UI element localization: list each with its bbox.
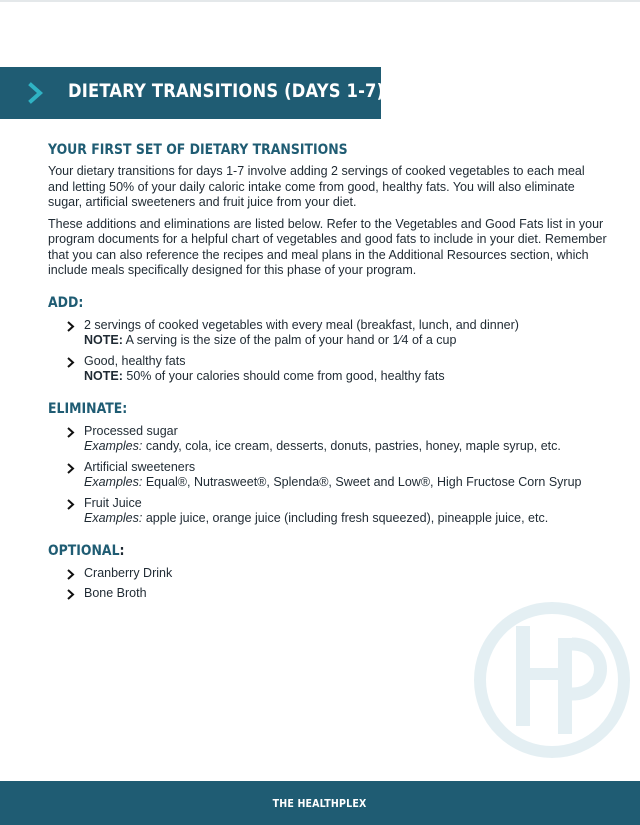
chevron-right-icon	[66, 463, 75, 474]
chevron-right-icon	[66, 427, 75, 438]
item-text: Good, healthy fats	[84, 353, 186, 368]
list-item	[48, 496, 608, 527]
examples-label: Examples:	[84, 511, 143, 525]
item-text: Fruit Juice	[84, 495, 142, 510]
note-text: 50% of your calories should come from good, healthy fats	[122, 369, 445, 383]
intro-heading: YOUR FIRST SET OF DIETARY TRANSITIONS	[48, 142, 348, 158]
item-text: Processed sugar	[84, 423, 178, 438]
add-list	[48, 318, 608, 385]
list-item	[48, 566, 608, 582]
examples-label: Examples:	[84, 439, 143, 453]
note-label: NOTE:	[84, 333, 123, 347]
healthplex-logo-icon	[470, 598, 634, 762]
chevron-right-icon	[66, 321, 75, 332]
footer-bar	[0, 781, 640, 825]
list-item	[48, 424, 608, 455]
chevron-right-icon	[66, 589, 75, 600]
item-text: 2 servings of cooked vegetables with every meal (breakfast, lunch, and dinner)	[84, 317, 519, 332]
eliminate-list	[48, 424, 608, 527]
examples-text: candy, cola, ice cream, desserts, donuts, pastries, honey, maple syrup, etc.	[142, 439, 561, 453]
item-text: Artificial sweeteners	[84, 459, 196, 474]
chevron-right-icon	[66, 499, 75, 510]
chevron-right-icon	[26, 82, 46, 104]
chevron-right-icon	[66, 357, 75, 368]
page-title-banner	[0, 67, 385, 119]
add-heading: ADD:	[48, 294, 84, 311]
examples-label: Examples:	[84, 475, 143, 489]
list-item	[48, 354, 608, 385]
list-item	[48, 460, 608, 491]
examples-text: Equal®, Nutrasweet®, Splenda®, Sweet and Low®, High Fructose Corn Syrup	[142, 475, 582, 489]
main-content	[48, 142, 608, 607]
intro-paragraph-2: These additions and eliminations are listed below. Refer to the Vegetables and Good Fats list in your program documents for a helpful chart of vegetables and good fats to include in your diet. Remember that you can also reference the recipes and meal plans in the Additional Resources section, which include meals specifically designed for this phase of your program.	[48, 216, 607, 277]
note-text: A serving is the size of the palm of your hand or 1⁄4 of a cup	[122, 333, 457, 347]
item-text: Cranberry Drink	[84, 565, 173, 580]
footer-brand: THE HEALTHPLEX	[273, 796, 367, 810]
eliminate-heading: ELIMINATE:	[48, 400, 128, 417]
optional-heading-colon: :	[119, 542, 125, 559]
chevron-right-icon	[66, 569, 75, 580]
optional-list	[48, 566, 608, 602]
intro-paragraph-1: Your dietary transitions for days 1-7 involve adding 2 servings of cooked vegetables to each meal and letting 50% of your daily caloric intake come from good, healthy fats. You will also eliminate sugar, artificial sweeteners and fruit juice from your diet.	[48, 164, 585, 209]
list-item	[48, 318, 608, 349]
item-text: Bone Broth	[84, 586, 147, 600]
examples-text: apple juice, orange juice (including fresh squeezed), pineapple juice, etc.	[142, 511, 549, 525]
note-label: NOTE:	[84, 369, 123, 383]
optional-heading	[48, 543, 530, 559]
page-title: DIETARY TRANSITIONS (DAYS 1-7)	[68, 80, 385, 102]
top-divider	[0, 0, 640, 2]
optional-heading-text: OPTIONAL	[48, 542, 120, 559]
